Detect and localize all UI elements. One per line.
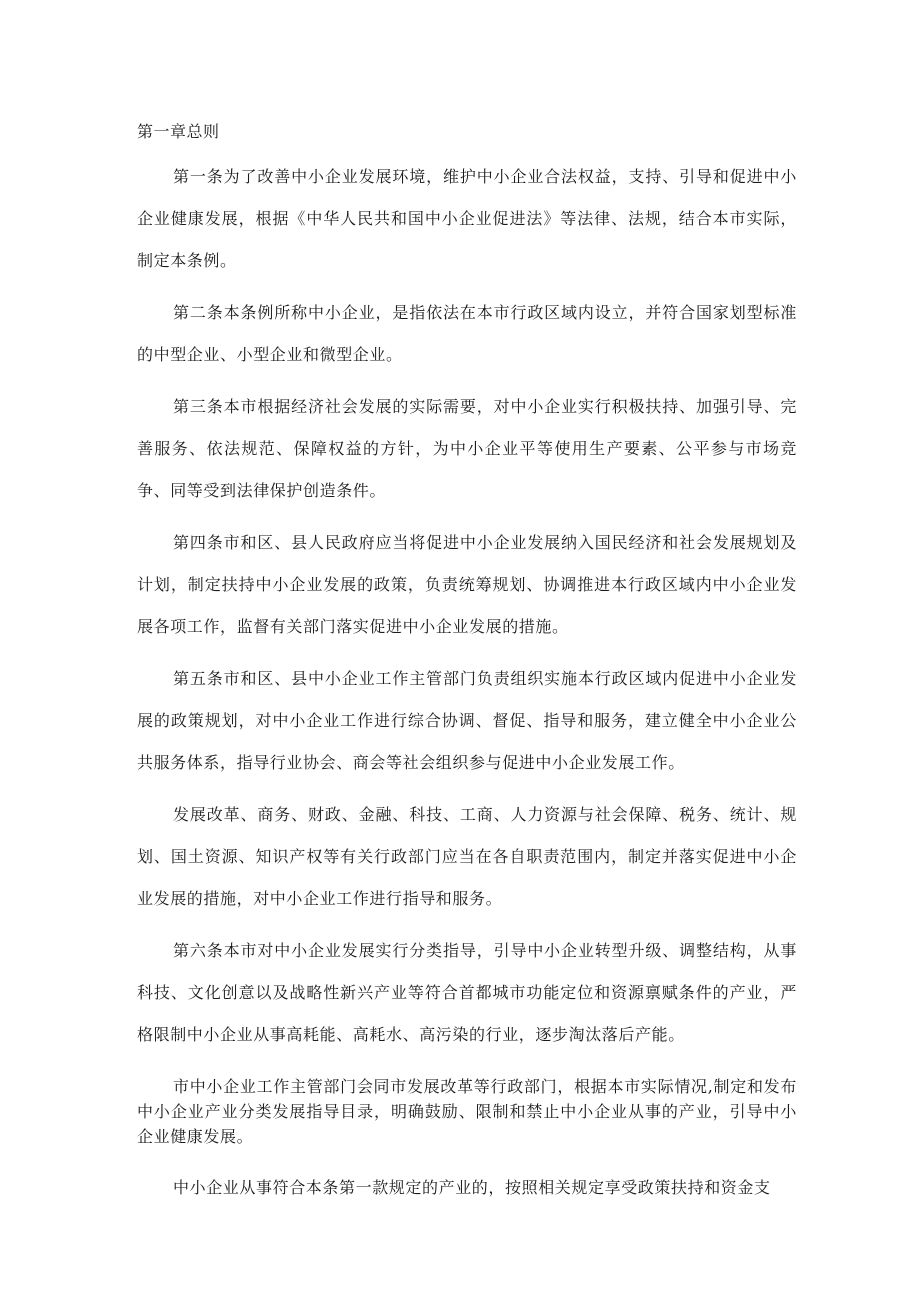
article-3-paragraph: 第三条本市根据经济社会发展的实际需要，对中小企业实行积极扶持、加强引导、完善服务、依法规范、保障权益的方针，为中小企业平等使用生产要素、公平参与市场竞争、同等受到法律保护创造条件。 bbox=[137, 397, 797, 500]
article-5-paragraph: 第五条市和区、县中小企业工作主管部门负责组织实施本行政区域内促进中小企业发展的政策规划，对中小企业工作进行综合协调、督促、指导和服务，建立健全中小企业公共服务体系，指导行业协会、商会等社会组织参与促进中小企业发展工作。 bbox=[137, 669, 797, 772]
article-6-paragraph-2: 市中小企业工作主管部门会同市发展改革等行政部门，根据本市实际情况,制定和发布中小企业产业分类发展指导目录，明确鼓励、限制和禁止中小企业从事的产业，引导中小企业健康发展。 bbox=[137, 1077, 797, 1146]
article-6-paragraph-3: 中小企业从事符合本条第一款规定的产业的，按照相关规定享受政策扶持和资金支 bbox=[173, 1178, 771, 1197]
article-6-paragraph: 第六条本市对中小企业发展实行分类指导，引导中小企业转型升级、调整结构，从事科技、文化创意以及战略性新兴产业等符合首都城市功能定位和资源禀赋条件的产业，严格限制中小企业从事高耗能、高耗水、高污染的行业，逐步淘汰落后产能。 bbox=[137, 941, 797, 1044]
article-4-paragraph: 第四条市和区、县人民政府应当将促进中小企业发展纳入国民经济和社会发展规划及计划，制定扶持中小企业发展的政策，负责统筹规划、协调推进本行政区域内中小企业发展各项工作，监督有关部门落实促进中小企业发展的措施。 bbox=[137, 533, 797, 636]
article-1-paragraph: 第一条为了改善中小企业发展环境，维护中小企业合法权益，支持、引导和促进中小企业健康发展，根据《中华人民共和国中小企业促进法》等法律、法规，结合本市实际，制定本条例。 bbox=[137, 167, 797, 270]
article-5-paragraph-2: 发展改革、商务、财政、金融、科技、工商、人力资源与社会保障、税务、统计、规划、国土资源、知识产权等有关行政部门应当在各自职责范围内，制定并落实促进中小企业发展的措施，对中小企业工作进行指导和服务。 bbox=[137, 805, 797, 908]
document-body bbox=[137, 118, 797, 1219]
chapter-title: 第一章总则 bbox=[137, 122, 220, 141]
article-2-paragraph: 第二条本条例所称中小企业，是指依法在本市行政区域内设立，并符合国家划型标准的中型企业、小型企业和微型企业。 bbox=[137, 303, 797, 364]
